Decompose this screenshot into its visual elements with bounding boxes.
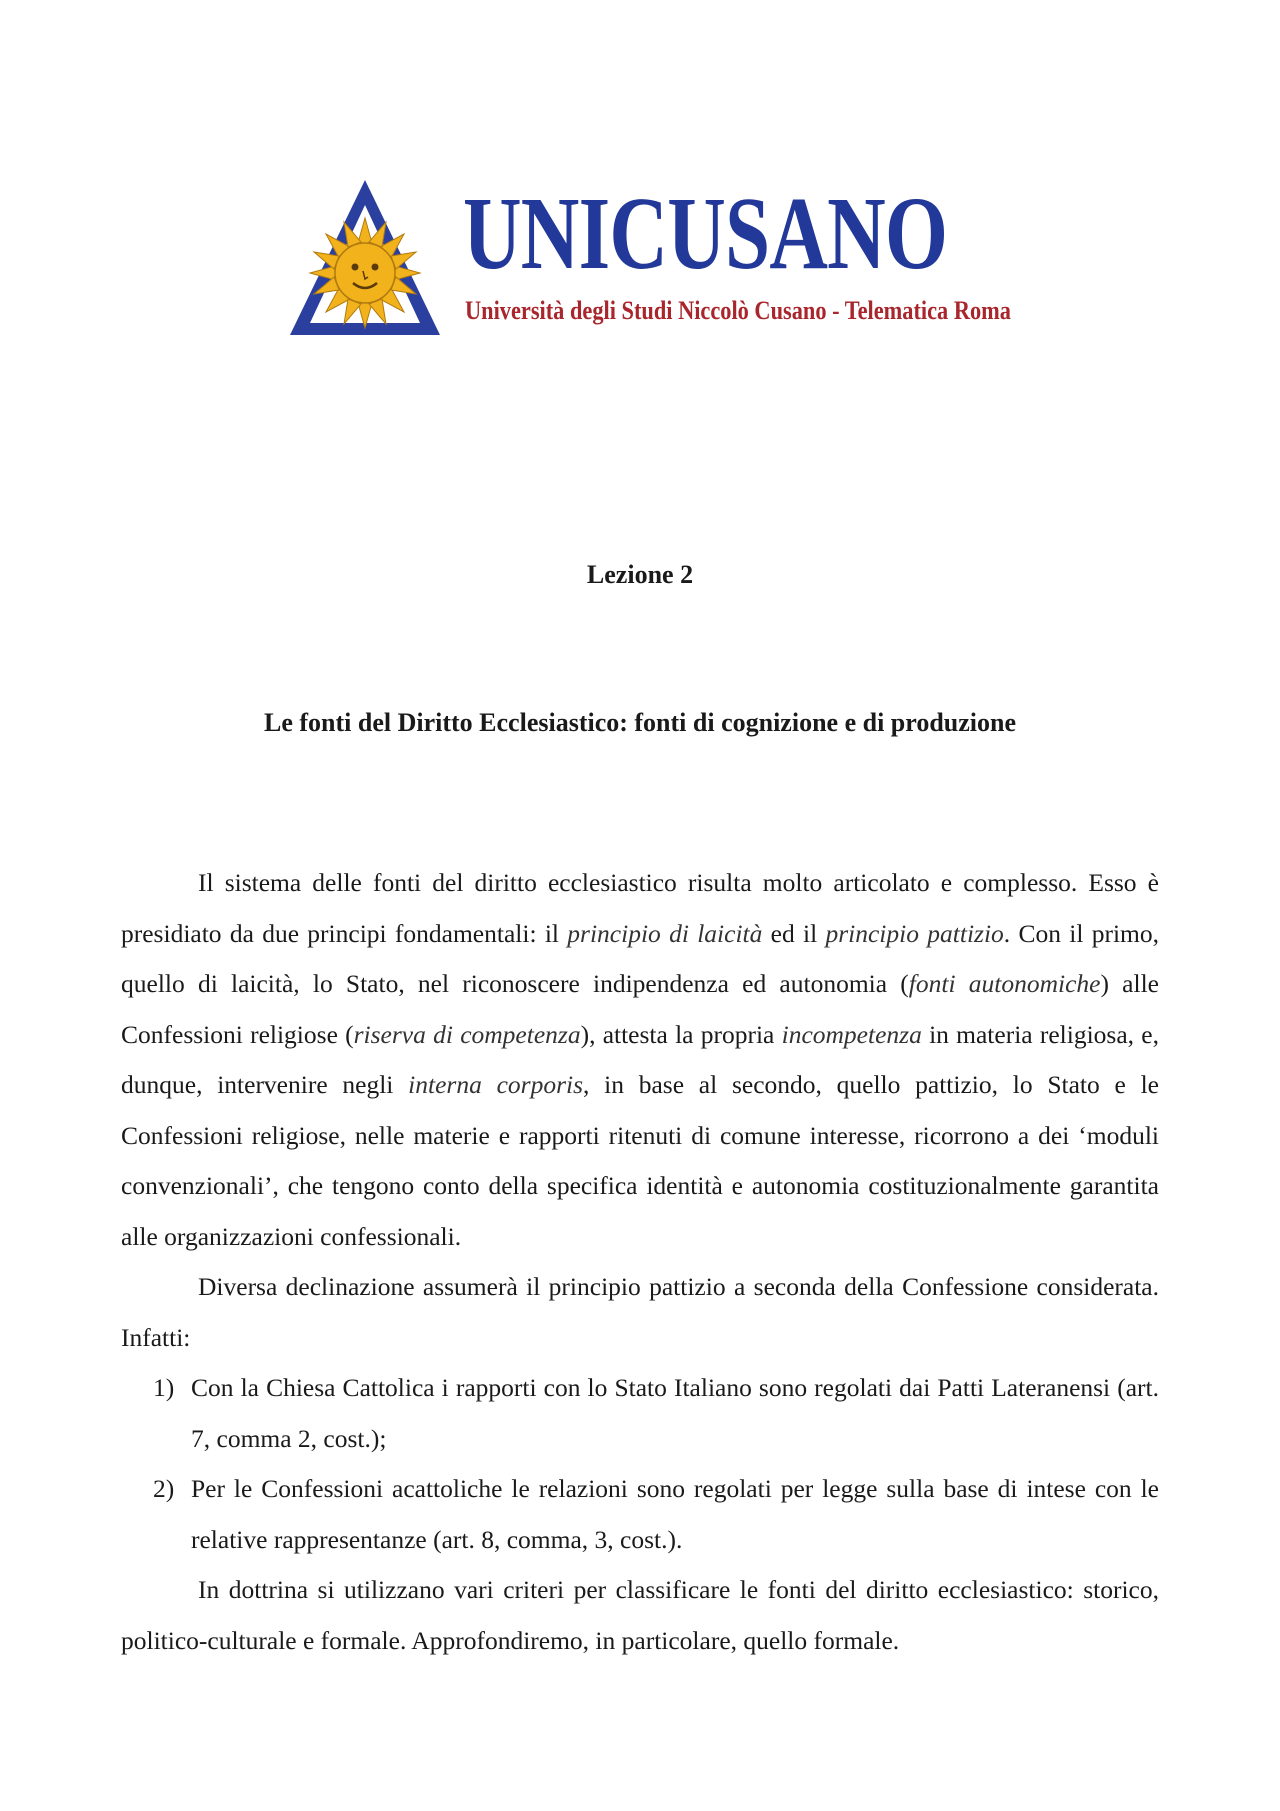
italic-term: principio di laicità	[567, 918, 763, 948]
text-run: Il sistema delle fonti del diritto ecclesiastico risulta molto articolato e complesso. Esso è presidiato da due principi fondamentali: il	[121, 868, 1159, 948]
numbered-list	[121, 1363, 1159, 1565]
text-run: ) alle Confessioni religiose (	[121, 969, 1159, 1049]
text-run: . Con il primo, quello di laicità, lo Stato, nel riconoscere indipendenza ed autonomia (	[121, 918, 1160, 998]
italic-term: fonti autonomiche	[908, 969, 1101, 998]
list-item	[121, 1363, 1159, 1464]
sun-emblem-icon	[285, 175, 445, 350]
document-title: Le fonti del Diritto Ecclesiastico: fonti di cognizione e di produzione	[263, 708, 1017, 737]
italic-term: riserva di competenza	[353, 1019, 581, 1049]
logo-subtitle: Università degli Studi Niccolò Cusano - Telematica Roma	[465, 296, 1011, 325]
paragraph-3: In dottrina si utilizzano vari criteri per classificare le fonti del diritto ecclesiastico: storico, politico-culturale e formale. Approfondiremo, in particolare, quello formale.	[121, 1575, 1159, 1655]
lesson-heading: Lezione 2	[586, 560, 694, 589]
text-run: ed il	[762, 918, 826, 948]
text-run: , in base al secondo, quello pattizio, lo Stato e le Confessioni religiose, nelle materie e rapporti ritenuti di comune interesse, ricorrono a dei ‘moduli convenzionali’, che tengono conto della specifica identità e autonomia costituzionalmente garantita alle organizzazioni confessionali.	[121, 1070, 1159, 1251]
list-item-text: Con la Chiesa Cattolica i rapporti con lo Stato Italiano sono regolati dai Patti Lateranensi (art. 7, comma 2, cost.);	[191, 1373, 1159, 1453]
logo-wordmark: UNICUSANO	[463, 176, 948, 291]
list-item-text: Per le Confessioni acattoliche le relazioni sono regolati per legge sulla base di intese con le relative rappresentanze (art. 8, comma, 3, cost.).	[191, 1474, 1159, 1554]
paragraph-1	[121, 858, 1159, 1262]
text-run: ), attesta la propria	[580, 1019, 782, 1049]
italic-term: principio pattizio	[825, 918, 1004, 948]
paragraph-2: Diversa declinazione assumerà il principio pattizio a seconda della Confessione considerata. Infatti:	[121, 1272, 1159, 1352]
university-logo	[285, 175, 1011, 350]
text-run: in materia religiosa, e, dunque, intervenire negli	[121, 1019, 1159, 1099]
list-number: 1)	[153, 1373, 175, 1402]
list-number: 2)	[153, 1474, 175, 1503]
italic-term: incompetenza	[781, 1019, 922, 1049]
italic-term: interna corporis	[408, 1070, 583, 1099]
document-body	[121, 858, 1159, 1666]
list-item	[121, 1464, 1159, 1565]
